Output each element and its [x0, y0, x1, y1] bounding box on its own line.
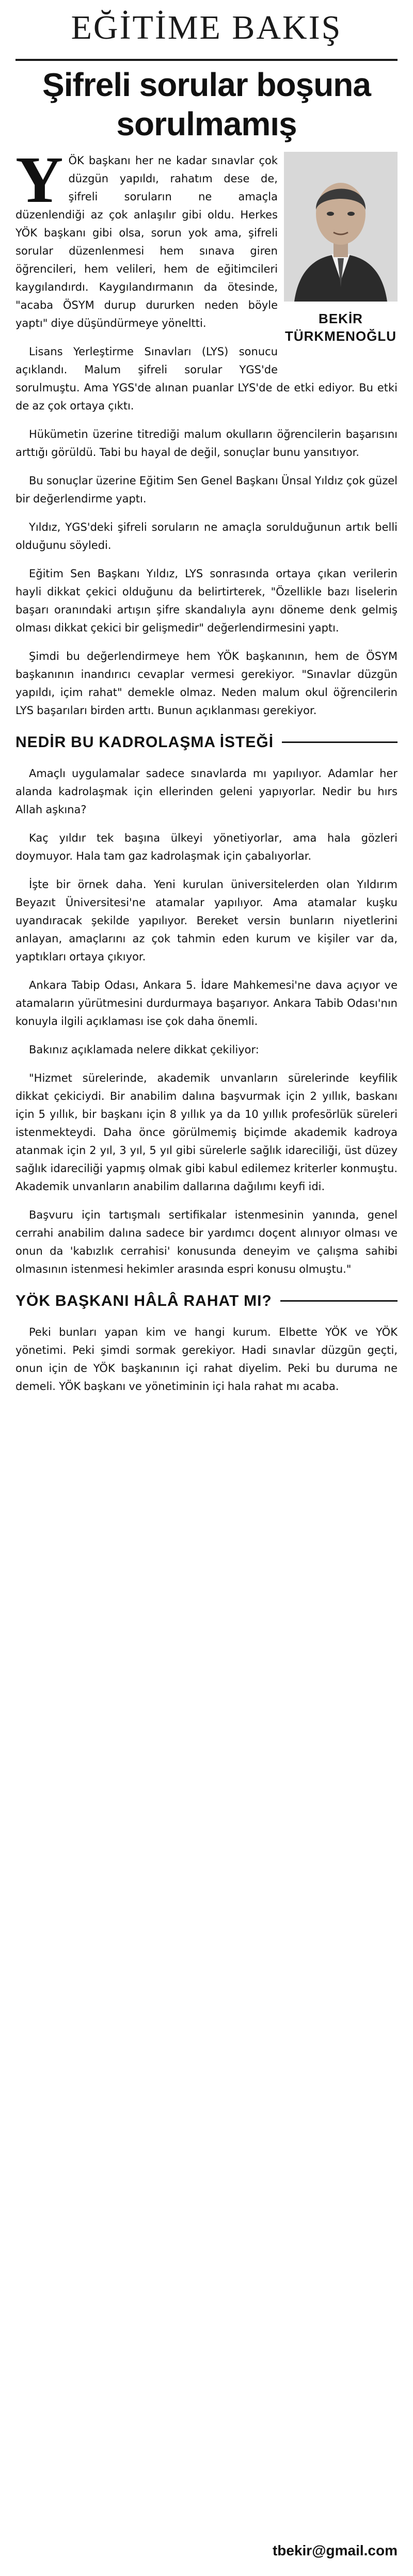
section-title: YÖK BAŞKANI HÂLÂ RAHAT MI?	[15, 1292, 272, 1309]
author-wrap-area	[278, 152, 398, 374]
author-last-name: TÜRKMENOĞLU	[284, 328, 397, 344]
intro-text: ÖK başkanı her ne kadar sınavlar çok düzgün yapıldı, rahatım dese de, şifreli soruların ne amaçla düzenlendiği az çok anlaşılır gibi oldu. Herkes YÖK başkanı gibi olsa, sorun yok ama, şifreli sorular düzenlenmesi hem sınava giren öğrencileri, hem velileri, hem de eğitimcileri kaygılandırdı. Kaygılandırmanın da ötesinde, "acaba ÖSYM durup dururken neden böyle yaptı" diye düşündürmeye yöneltti.	[15, 154, 278, 329]
title-divider	[15, 59, 398, 61]
paragraph: Şimdi bu değerlendirmeye hem YÖK başkanının, hem de ÖSYM başkanının inandırıcı cevaplar vermesi gerekiyor. "Sınavlar düzgün yapıldı, içim rahat" demekle olmaz. Neden malum okul öğrencilerin LYS başarıları birden arttı. Bunun açıklanması gerekiyor.	[15, 650, 398, 717]
paragraph: Peki bunları yapan kim ve hangi kurum. Elbette YÖK ve YÖK yönetimi. Peki şimdi sormak gerekiyor. Hadi sınavlar düzgün geçti, onun için de YÖK başkanının içi rahat diyelim. Peki bu duruma ne demeli. YÖK başkanı ve yönetiminin içi hala rahat mı acaba.	[15, 1326, 398, 1393]
paragraph: Bu sonuçlar üzerine Eğitim Sen Genel Başkanı Ünsal Yıldız çok güzel bir değerlendirme yaptı.	[15, 475, 398, 505]
quote-paragraph: "Hizmet sürelerinde, akademik unvanların sürelerinde keyfilik dikkat çekiciydi. Bir anabilim dalına başvurmak için 2 yıllık, baskanı için 5 yıllık, bir başkanı için 8 yıllık ya da 10 yıllık profesörlük süreleri istenmekteydi. Daha önce görülmemiş biçimde akademik kadroya atanmak için 2 yıl, 3 yıl, 5 yıl gibi sürelerle sağlık idareciliği, üst düzey sağlık idareciliği yapmış olmak gibi kabul edilemez kriterler konmuştu. Akademik unvanların anabilim dallarına dağılımı keyfi idi.	[15, 1072, 398, 1193]
paragraph: Bakınız açıklamada nelere dikkat çekiliyor:	[29, 1044, 259, 1056]
quote-paragraph: Başvuru için tartışmalı sertifikalar istenmesinin yanında, genel cerrahi anabilim dalına sadece bir yardımcı doçent alınıyor olması ve onun da 'kabızlık cerrahisi' konusunda deneyim ve çalışma sahibi olmasının istenmesi hekimler arasında espri konusu olmuştu."	[15, 1209, 398, 1275]
paragraph: Lisans Yerleştirme Sınavları (LYS) sonucu açıklandı. Malum şifreli sorular YGS'de sorulmuştu. Ama YGS'de alınan puanlar LYS'de de etki ediyor. Bu etki de az çok ortaya çıktı.	[15, 345, 398, 412]
section-rule	[282, 741, 398, 743]
paragraph: Eğitim Sen Başkanı Yıldız, LYS sonrasında ortaya çıkan verilerin hayli dikkat çekici olduğunu da belirtirterek, "Özellikle bazı liselerin başarı oranındaki artışın şifre skandalıyla aynı döneme denk gelmiş olması dikkat çekici bir gelişmedir" değerlendirmesini yaptı.	[15, 567, 398, 634]
author-first-name: BEKİR	[319, 311, 363, 326]
headline: Şifreli sorular boşuna sorulmamış	[42, 66, 371, 143]
section-rule	[280, 1300, 398, 1302]
author-email-link[interactable]: tbekir@gmail.com	[272, 2542, 398, 2558]
dropcap: Y	[15, 143, 63, 216]
paragraph: İşte bir örnek daha. Yeni kurulan üniversitelerden olan Yıldırım Beyazıt Üniversitesi'ne atamalar yapılıyor. Ama atamalar kuşku uyandıracak şekilde yapılıyor. Bereket versin bunların niyetlerini anlayan, amaçlarını az çok tahmin eden kurum ve kişiler var da, yaptıkları ortaya çıkıyor.	[15, 878, 398, 963]
paragraph: Hükümetin üzerine titrediği malum okulların öğrencilerin başarısını arttığı görüldü. Tabi bu hayal de değil, sonuçlar bunu yansıtıyor.	[15, 428, 398, 459]
paragraph: Ankara Tabip Odası, Ankara 5. İdare Mahkemesi'ne dava açıyor ve atamaların yürütmesini durdurmaya başarıyor. Ankara Tabib Odası'nın konuyla ilgili açıklaması ise çok daha önemli.	[15, 979, 398, 1028]
paragraph: Yıldız, YGS'deki şifreli soruların ne amaçla sorulduğunun artık belli olduğunu söyledi.	[15, 521, 398, 551]
paragraph: Kaç yıldır tek başına ülkeyi yönetiyorlar, ama hala gözleri doymuyor. Hala tam gaz kadrolaşmak için çabalıyorlar.	[15, 832, 398, 862]
article-body	[15, 143, 398, 1406]
section-heading-1	[15, 733, 398, 751]
paragraph: Amaçlı uygulamalar sadece sınavlarda mı yapılıyor. Adamlar her alanda kadrolaşmak için ellerinden geleni yapıyorlar. Nedir bu hırs Allah aşkına?	[15, 767, 398, 816]
section-heading-2	[15, 1292, 398, 1310]
column-title: EĞİTİME BAKIŞ	[71, 9, 342, 46]
section-title: NEDİR BU KADROLAŞMA İSTEĞİ	[15, 734, 274, 751]
